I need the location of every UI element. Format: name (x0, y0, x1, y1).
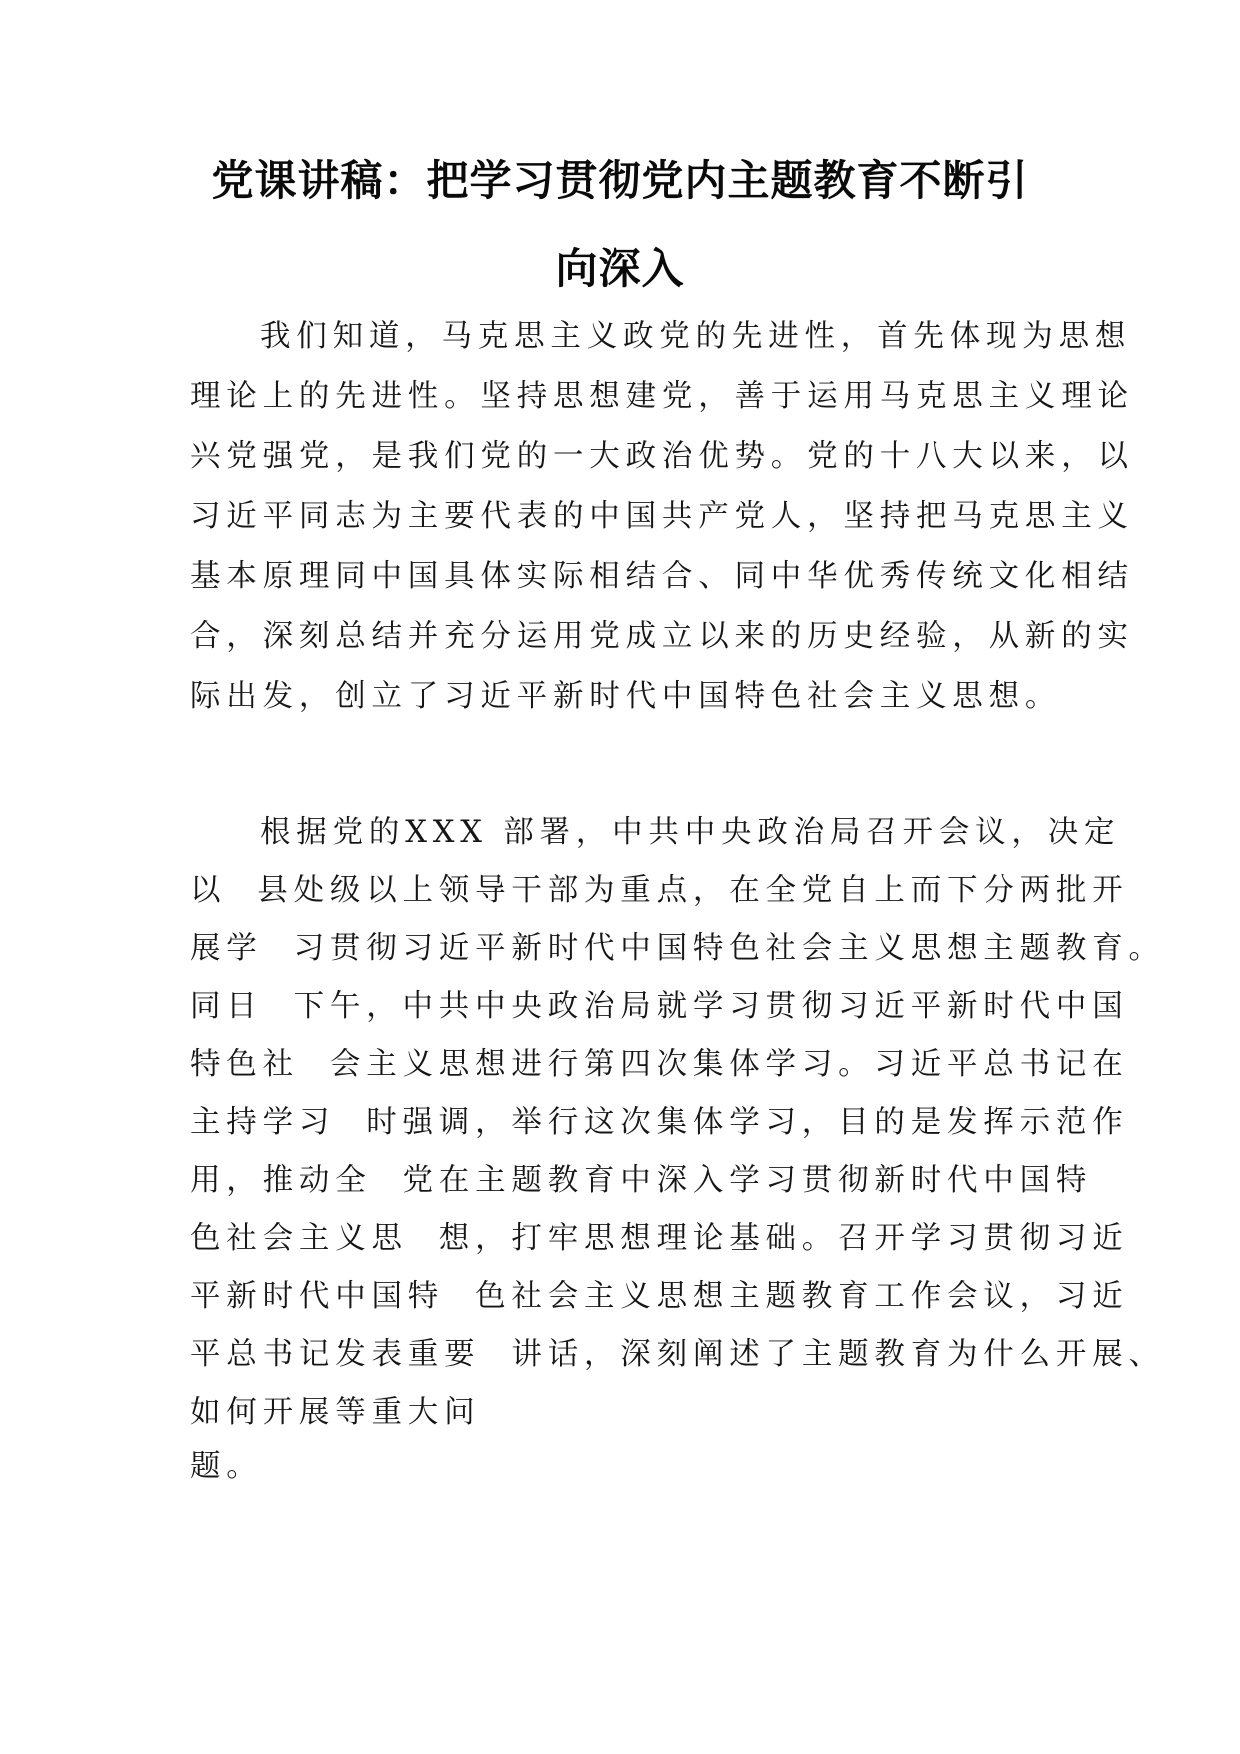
paragraph-2-line: 如何开展等重大问 (190, 1395, 481, 1430)
paragraph-1-line: 基本原理同中国具体实际相结合、同中华优秀传统文化相结 (190, 559, 1134, 594)
paragraph-2-line: 以 县处级以上领导干部为重点，在全党自上而下分两批开 (190, 873, 1129, 908)
paragraph-2-line: 平总书记发表重要 讲话，深刻阐述了主题教育为什么开展、 (190, 1337, 1165, 1372)
document-title-line-1: 党课讲稿：把学习贯彻党内主题教育不断引 (211, 156, 1029, 205)
paragraph-2-line: 题。 (190, 1449, 263, 1484)
paragraph-1-line: 我们知道，马克思主义政党的先进性，首先体现为思想 (260, 319, 1132, 354)
paragraph-1-line: 习近平同志为主要代表的中国共产党人，坚持把马克思主义 (190, 499, 1134, 534)
paragraph-1-line: 际出发，创立了习近平新时代中国特色社会主义思想。 (190, 679, 1062, 714)
paragraph-2-line: 平新时代中国特 色社会主义思想主题教育工作会议，习近 (190, 1279, 1129, 1314)
paragraph-2-line: 同日 下午，中共中央政治局就学习贯彻习近平新时代中国 (190, 989, 1129, 1024)
paragraph-1-line: 合，深刻总结并充分运用党成立以来的历史经验，从新的实 (190, 619, 1134, 654)
paragraph-2-line: 特色社 会主义思想进行第四次集体学习。习近平总书记在 (190, 1047, 1129, 1082)
paragraph-2-line: 根据党的XXX 部署，中共中央政治局召开会议，决定 (260, 815, 1121, 850)
paragraph-2-line: 色社会主义思 想，打牢思想理论基础。召开学习贯彻习近 (190, 1221, 1129, 1256)
paragraph-2-line: 用，推动全 党在主题教育中深入学习贯彻新时代中国特 (190, 1163, 1093, 1198)
paragraph-2-line: 展学 习贯彻习近平新时代中国特色社会主义思想主题教育。 (190, 931, 1165, 966)
paragraph-1-line: 理论上的先进性。坚持思想建党，善于运用马克思主义理论 (190, 379, 1134, 414)
paragraph-1-line: 兴党强党，是我们党的一大政治优势。党的十八大以来，以 (190, 439, 1134, 474)
document-title-line-2: 向深入 (555, 244, 685, 293)
paragraph-2-line: 主持学习 时强调，举行这次集体学习，目的是发挥示范作 (190, 1105, 1129, 1140)
